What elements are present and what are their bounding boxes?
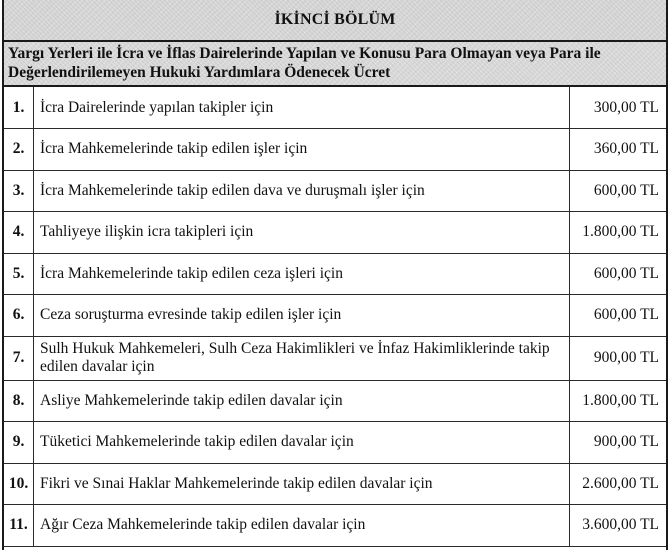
row-amount: 900,00 TL bbox=[570, 336, 667, 380]
row-number: 4. bbox=[4, 212, 34, 254]
row-amount: 360,00 TL bbox=[570, 129, 667, 171]
row-description: Ağır Ceza Mahkemelerinde takip edilen davalar için bbox=[34, 505, 570, 547]
table-row bbox=[4, 170, 666, 212]
table-row bbox=[4, 422, 666, 464]
table-row bbox=[4, 87, 666, 129]
row-amount: 3.600,00 TL bbox=[570, 505, 667, 547]
table-row bbox=[4, 463, 666, 505]
row-description: İcra Dairelerinde yapılan takipler için bbox=[34, 87, 570, 129]
row-number: 3. bbox=[4, 170, 34, 212]
table-row bbox=[4, 336, 666, 380]
row-amount: 600,00 TL bbox=[570, 295, 667, 337]
table-row bbox=[4, 129, 666, 171]
row-amount: 1.800,00 TL bbox=[570, 380, 667, 422]
row-number: 1. bbox=[4, 87, 34, 129]
row-amount: 2.600,00 TL bbox=[570, 463, 667, 505]
table-row bbox=[4, 380, 666, 422]
row-number: 8. bbox=[4, 380, 34, 422]
row-number: 9. bbox=[4, 422, 34, 464]
row-number: 11. bbox=[4, 505, 34, 547]
row-description: Asliye Mahkemelerinde takip edilen davalar için bbox=[34, 380, 570, 422]
fee-schedule-document bbox=[2, 0, 668, 550]
row-number: 2. bbox=[4, 129, 34, 171]
row-amount: 600,00 TL bbox=[570, 253, 667, 295]
row-amount: 1.800,00 TL bbox=[570, 212, 667, 254]
table-row bbox=[4, 212, 666, 254]
row-description: Tüketici Mahkemelerinde takip edilen davalar için bbox=[34, 422, 570, 464]
row-description: Tahliyeye ilişkin icra takipleri için bbox=[34, 212, 570, 254]
row-number: 7. bbox=[4, 336, 34, 380]
row-description: Sulh Hukuk Mahkemeleri, Sulh Ceza Hakimlikleri ve İnfaz Hakimliklerinde takip edilen davalar için bbox=[34, 336, 570, 380]
row-description: Fikri ve Sınai Haklar Mahkemelerinde takip edilen davalar için bbox=[34, 463, 570, 505]
table-row bbox=[4, 253, 666, 295]
row-amount: 300,00 TL bbox=[570, 87, 667, 129]
row-description: Ceza soruşturma evresinde takip edilen işler için bbox=[34, 295, 570, 337]
row-amount: 600,00 TL bbox=[570, 170, 667, 212]
section-subtitle: Yargı Yerleri ile İcra ve İflas Dairelerinde Yapılan ve Konusu Para Olmayan veya Para ile Değerlendirilemeyen Hukuki Yardımlara Ödenecek Ücret bbox=[4, 42, 666, 87]
table-row bbox=[4, 505, 666, 547]
row-number: 5. bbox=[4, 253, 34, 295]
table-row bbox=[4, 295, 666, 337]
row-number: 10. bbox=[4, 463, 34, 505]
row-description: İcra Mahkemelerinde takip edilen işler için bbox=[34, 129, 570, 171]
fee-table bbox=[4, 87, 666, 547]
section-title: İKİNCİ BÖLÜM bbox=[4, 0, 666, 42]
row-amount: 900,00 TL bbox=[570, 422, 667, 464]
row-number: 6. bbox=[4, 295, 34, 337]
row-description: İcra Mahkemelerinde takip edilen ceza işleri için bbox=[34, 253, 570, 295]
row-description: İcra Mahkemelerinde takip edilen dava ve duruşmalı işler için bbox=[34, 170, 570, 212]
